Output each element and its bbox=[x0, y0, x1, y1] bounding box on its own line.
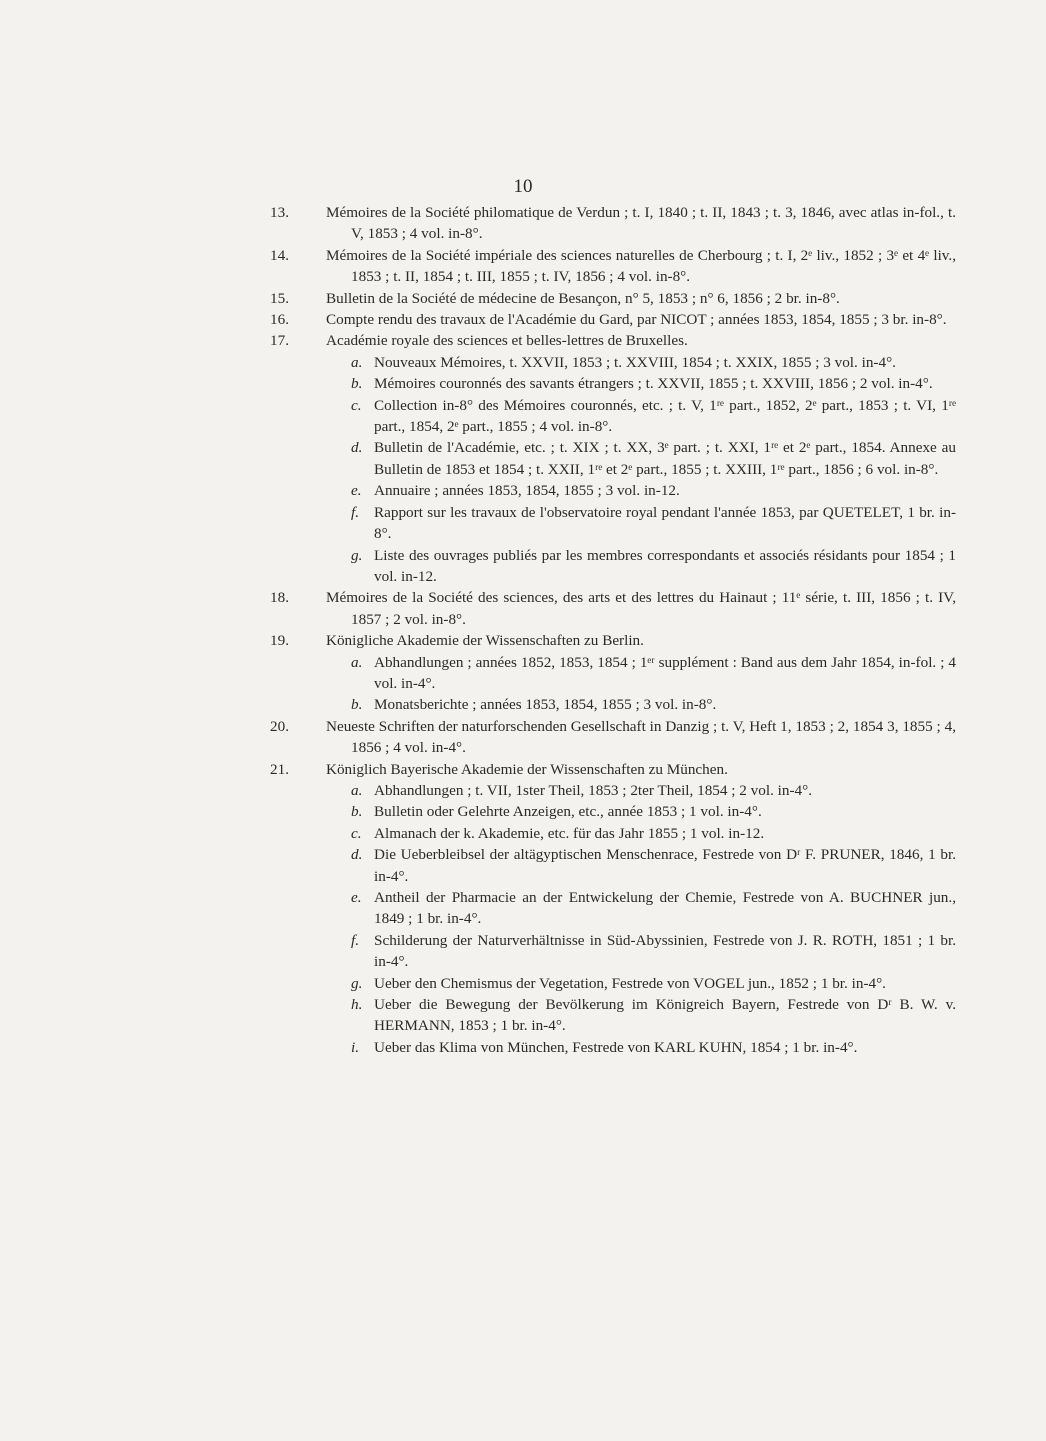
sub-entry-text: Collection in-8° des Mémoires couronnés, etc. ; t. V, 1ʳᵉ part., 1852, 2ᵉ part., 1853 ; t. VI, 1ʳᵉ part., 1854, 2ᵉ part., 1855 ; 4 vol. in-8°. bbox=[374, 396, 956, 436]
entry-text: Bulletin de la Société de médecine de Besançon, n° 5, 1853 ; n° 6, 1856 ; 2 br. in-8°. bbox=[326, 289, 840, 307]
sub-entry bbox=[270, 352, 956, 373]
entry-text: Compte rendu des travaux de l'Académie du Gard, par NICOT ; années 1853, 1854, 1855 ; 3 br. in-8°. bbox=[326, 311, 947, 329]
sub-entry-letter: b. bbox=[351, 803, 363, 821]
sub-entry-letter: h. bbox=[351, 996, 363, 1014]
sub-entry-letter: c. bbox=[351, 396, 362, 414]
sub-entry-letter: e. bbox=[351, 482, 362, 500]
entry-text: Mémoires de la Société des sciences, des arts et des lettres du Hainaut ; 11ᵉ série, t. III, 1856 ; t. IV, 1857 ; 2 vol. in-8°. bbox=[326, 589, 956, 628]
sub-entry-text: Abhandlungen ; années 1852, 1853, 1854 ; 1ᵉʳ supplément : Band aus dem Jahr 1854, in-fol. ; 4 vol. in-4°. bbox=[374, 653, 956, 692]
sub-entry bbox=[270, 1037, 956, 1058]
entry-number: 20. bbox=[270, 717, 289, 735]
entry-text: Königlich Bayerische Akademie der Wissenschaften zu München. bbox=[326, 760, 728, 778]
entry-number: 14. bbox=[270, 246, 289, 264]
sub-entry bbox=[270, 395, 956, 438]
sub-entry-text: Die Ueberbleibsel der altägyptischen Menschenrace, Festrede von Dʳ F. PRUNER, 1846, 1 br. in-4°. bbox=[374, 846, 956, 885]
sub-entry-letter: b. bbox=[351, 375, 363, 393]
entry-19 bbox=[270, 630, 956, 651]
entry-number: 17. bbox=[270, 332, 289, 350]
sub-entry-letter: i. bbox=[351, 1038, 360, 1056]
entry-13 bbox=[270, 202, 956, 245]
sub-entry bbox=[270, 373, 956, 394]
sub-entry-text: Liste des ouvrages publiés par les membres correspondants et associés résidants pour 1854 ; 1 vol. in-12. bbox=[374, 546, 956, 585]
page-number: 10 bbox=[513, 176, 533, 197]
sub-entry-text: Ueber das Klima von München, Festrede von KARL KUHN, 1854 ; 1 br. in-4°. bbox=[374, 1038, 858, 1056]
sub-entry bbox=[270, 652, 956, 695]
sub-entry bbox=[270, 887, 956, 930]
sub-entry-text: Antheil der Pharmacie an der Entwickelung der Chemie, Festrede von A. BUCHNER jun., 1849 ; 1 br. in-4°. bbox=[374, 889, 956, 928]
entry-16 bbox=[270, 309, 956, 330]
entry-15 bbox=[270, 288, 956, 309]
entry-number: 18. bbox=[270, 589, 289, 607]
sub-entry-text: Bulletin de l'Académie, etc. ; t. XIX ; t. XX, 3ᵉ part. ; t. XXI, 1ʳᵉ et 2ᵉ part., 1854. Annexe au Bulletin de 1853 et 1854 ; t. XXII, 1ʳᵉ et 2ᵉ part., 1855 ; t. XXIII, 1ʳᵉ part., 1856 ; 6 vol. in-8°. bbox=[374, 439, 956, 478]
sub-entry-letter: f. bbox=[351, 931, 360, 949]
sub-entry-letter: a. bbox=[351, 353, 363, 371]
sub-entry bbox=[270, 801, 956, 822]
entry-text: Académie royale des sciences et belles-lettres de Bruxelles. bbox=[326, 332, 688, 350]
entry-17 bbox=[270, 330, 956, 351]
sub-entry-text: Mémoires couronnés des savants étrangers ; t. XXVII, 1855 ; t. XXVIII, 1856 ; 2 vol. in-4°. bbox=[374, 375, 933, 393]
sub-entry bbox=[270, 844, 956, 887]
sub-entry-letter: c. bbox=[351, 824, 362, 842]
entry-18 bbox=[270, 587, 956, 630]
entry-20 bbox=[270, 716, 956, 759]
sub-entry-text: Rapport sur les travaux de l'observatoire royal pendant l'année 1853, par QUETELET, 1 br. in-8°. bbox=[374, 503, 956, 543]
sub-entry-text: Ueber die Bewegung der Bevölkerung im Königreich Bayern, Festrede von Dʳ B. W. v. HERMANN, 1853 ; 1 br. in-4°. bbox=[374, 996, 956, 1035]
sub-entry bbox=[270, 694, 956, 715]
sub-entry-text: Schilderung der Naturverhältnisse in Süd-Abyssinien, Festrede von J. R. ROTH, 1851 ; 1 br. in-4°. bbox=[374, 931, 956, 971]
entry-number: 19. bbox=[270, 632, 289, 650]
entry-number: 21. bbox=[270, 760, 289, 778]
sub-entry-text: Almanach der k. Akademie, etc. für das Jahr 1855 ; 1 vol. in-12. bbox=[374, 824, 765, 842]
sub-entry-text: Bulletin oder Gelehrte Anzeigen, etc., année 1853 ; 1 vol. in-4°. bbox=[374, 803, 762, 821]
sub-entry bbox=[270, 823, 956, 844]
entry-text: Königliche Akademie der Wissenschaften zu Berlin. bbox=[326, 632, 644, 650]
sub-entry-text: Annuaire ; années 1853, 1854, 1855 ; 3 vol. in-12. bbox=[374, 482, 680, 500]
entry-number: 16. bbox=[270, 311, 289, 329]
sub-entry-text: Nouveaux Mémoires, t. XXVII, 1853 ; t. XXVIII, 1854 ; t. XXIX, 1855 ; 3 vol. in-4°. bbox=[374, 353, 896, 371]
sub-entry bbox=[270, 973, 956, 994]
sub-entry-text: Monatsberichte ; années 1853, 1854, 1855 ; 3 vol. in-8°. bbox=[374, 696, 717, 714]
sub-entry-letter: f. bbox=[351, 503, 360, 521]
sub-entry bbox=[270, 437, 956, 480]
sub-entry-letter: a. bbox=[351, 653, 363, 671]
sub-entry bbox=[270, 502, 956, 545]
sub-entry-text: Ueber den Chemismus der Vegetation, Festrede von VOGEL jun., 1852 ; 1 br. in-4°. bbox=[374, 974, 886, 992]
sub-entry-text: Abhandlungen ; t. VII, 1ster Theil, 1853 ; 2ter Theil, 1854 ; 2 vol. in-4°. bbox=[374, 781, 813, 799]
sub-entry bbox=[270, 930, 956, 973]
sub-entry-letter: d. bbox=[351, 846, 363, 864]
entry-text: Mémoires de la Société impériale des sciences naturelles de Cherbourg ; t. I, 2ᵉ liv., 1852 ; 3ᵉ et 4ᵉ liv., 1853 ; t. II, 1854 ; t. III, 1855 ; t. IV, 1856 ; 4 vol. in-8°. bbox=[326, 246, 956, 286]
sub-entry bbox=[270, 994, 956, 1037]
entry-21 bbox=[270, 759, 956, 780]
entry-text: Neueste Schriften der naturforschenden Gesellschaft in Danzig ; t. V, Heft 1, 1853 ; 2, 1854 3, 1855 ; 4, 1856 ; 4 vol. in-4°. bbox=[326, 717, 956, 757]
sub-entry-letter: a. bbox=[351, 781, 363, 799]
entry-text: Mémoires de la Société philomatique de Verdun ; t. I, 1840 ; t. II, 1843 ; t. 3, 1846, avec atlas in-fol., t. V, 1853 ; 4 vol. in-8°. bbox=[326, 204, 956, 243]
sub-entry-letter: g. bbox=[351, 974, 363, 992]
sub-entry bbox=[270, 480, 956, 501]
sub-entry-letter: b. bbox=[351, 696, 363, 714]
sub-entry bbox=[270, 545, 956, 588]
sub-entry-letter: g. bbox=[351, 546, 363, 564]
sub-entry bbox=[270, 780, 956, 801]
entry-number: 15. bbox=[270, 289, 289, 307]
sub-entry-letter: d. bbox=[351, 439, 363, 457]
entry-14 bbox=[270, 245, 956, 288]
entry-number: 13. bbox=[270, 204, 289, 221]
document-body bbox=[270, 202, 956, 1058]
sub-entry-letter: e. bbox=[351, 889, 362, 906]
